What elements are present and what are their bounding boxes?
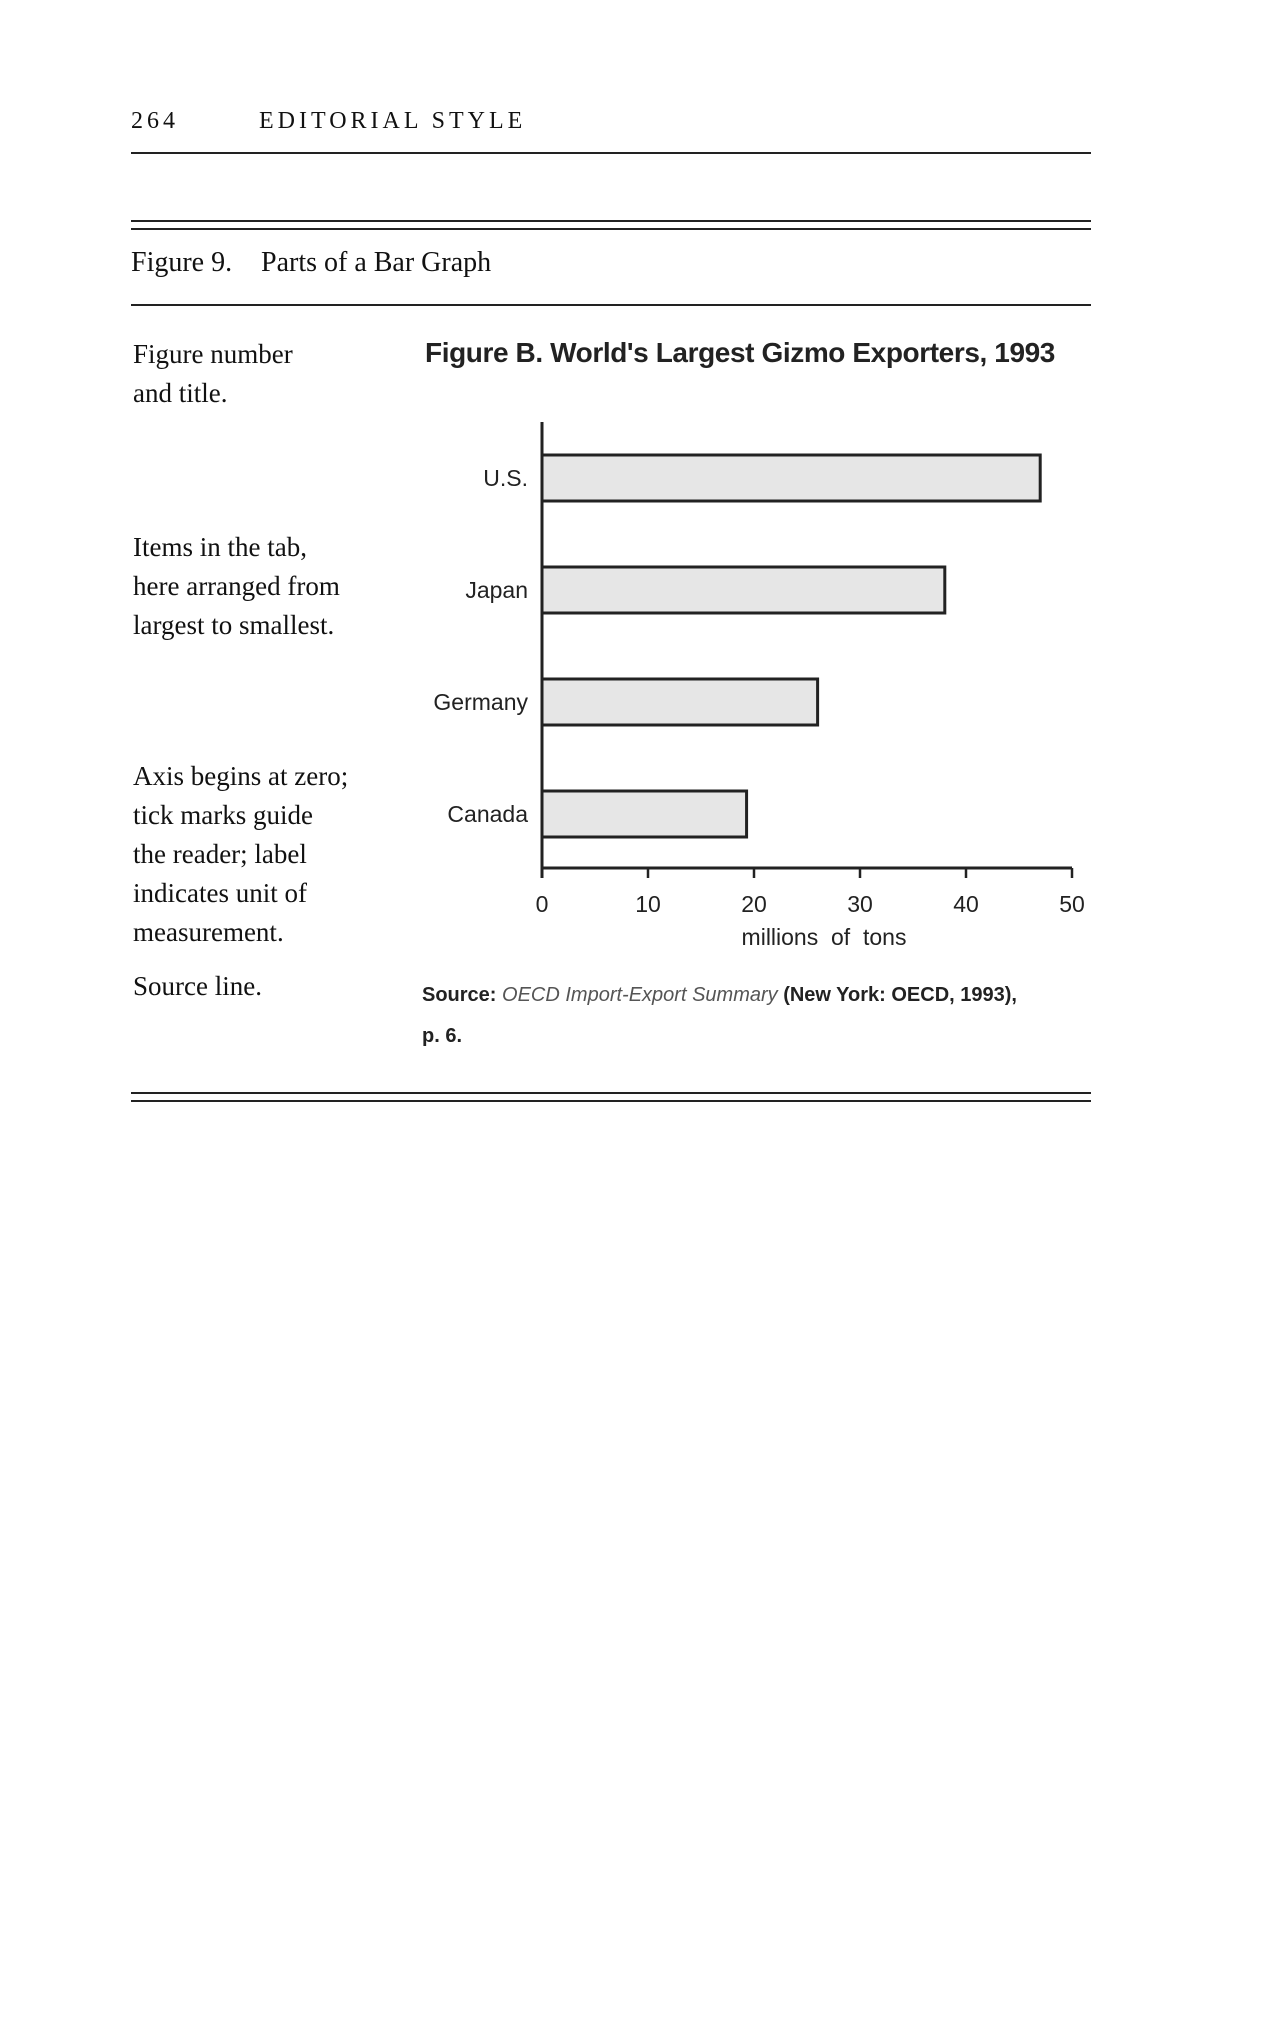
note-line: indicates unit of [133, 878, 307, 908]
figure-heading [131, 247, 491, 279]
note-line: here arranged from [133, 571, 340, 601]
note-line: tick marks guide [133, 800, 313, 830]
note-title [133, 335, 393, 413]
note-line: the reader; label [133, 839, 307, 869]
note-axis [133, 757, 393, 952]
figure-bottom-double-rule [131, 1092, 1091, 1102]
bar-u-s [542, 455, 1040, 501]
note-line: and title. [133, 378, 228, 408]
bar-canada [542, 791, 747, 837]
source-line [422, 975, 1102, 1057]
source-suffix: (New York: OECD, 1993), [777, 984, 1017, 1006]
note-line: measurement. [133, 917, 284, 947]
bar-japan [542, 567, 945, 613]
running-head [131, 108, 526, 135]
bars-layer [433, 455, 1040, 837]
category-label: Japan [465, 577, 528, 603]
category-label: Germany [433, 689, 528, 715]
note-source [133, 967, 393, 1006]
note-line: Figure number [133, 339, 293, 369]
source-page: p. 6. [422, 1025, 463, 1047]
note-line: Axis begins at zero; [133, 761, 349, 791]
x-tick-label: 20 [741, 891, 767, 917]
note-items [133, 528, 393, 645]
x-tick-label: 30 [847, 891, 873, 917]
figure-title: Parts of a Bar Graph [261, 247, 492, 278]
category-label: U.S. [483, 465, 528, 491]
header-rule [131, 152, 1091, 154]
source-prefix: Source: [422, 984, 503, 1006]
note-line: largest to smallest. [133, 610, 335, 640]
figure-top-double-rule [131, 220, 1091, 230]
x-axis-label: millions of tons [741, 924, 907, 950]
x-tick-label: 40 [953, 891, 979, 917]
page-number: 264 [131, 108, 179, 134]
figure-heading-rule [131, 304, 1091, 306]
note-line: Source line. [133, 971, 262, 1001]
figure-number: Figure 9. [131, 247, 233, 278]
source-publication: OECD Import-Export Summary [502, 984, 778, 1006]
bar-chart [400, 410, 1100, 960]
category-label: Canada [447, 801, 528, 827]
chart-title: Figure B. World's Largest Gizmo Exporters, 1993 [425, 337, 1055, 368]
x-tick-label: 10 [635, 891, 661, 917]
running-head-title: EDITORIAL STYLE [259, 108, 527, 134]
bar-germany [542, 679, 818, 725]
x-tick-label: 0 [535, 891, 549, 917]
x-tick-label: 50 [1059, 891, 1085, 917]
note-line: Items in the tab, [133, 532, 307, 562]
